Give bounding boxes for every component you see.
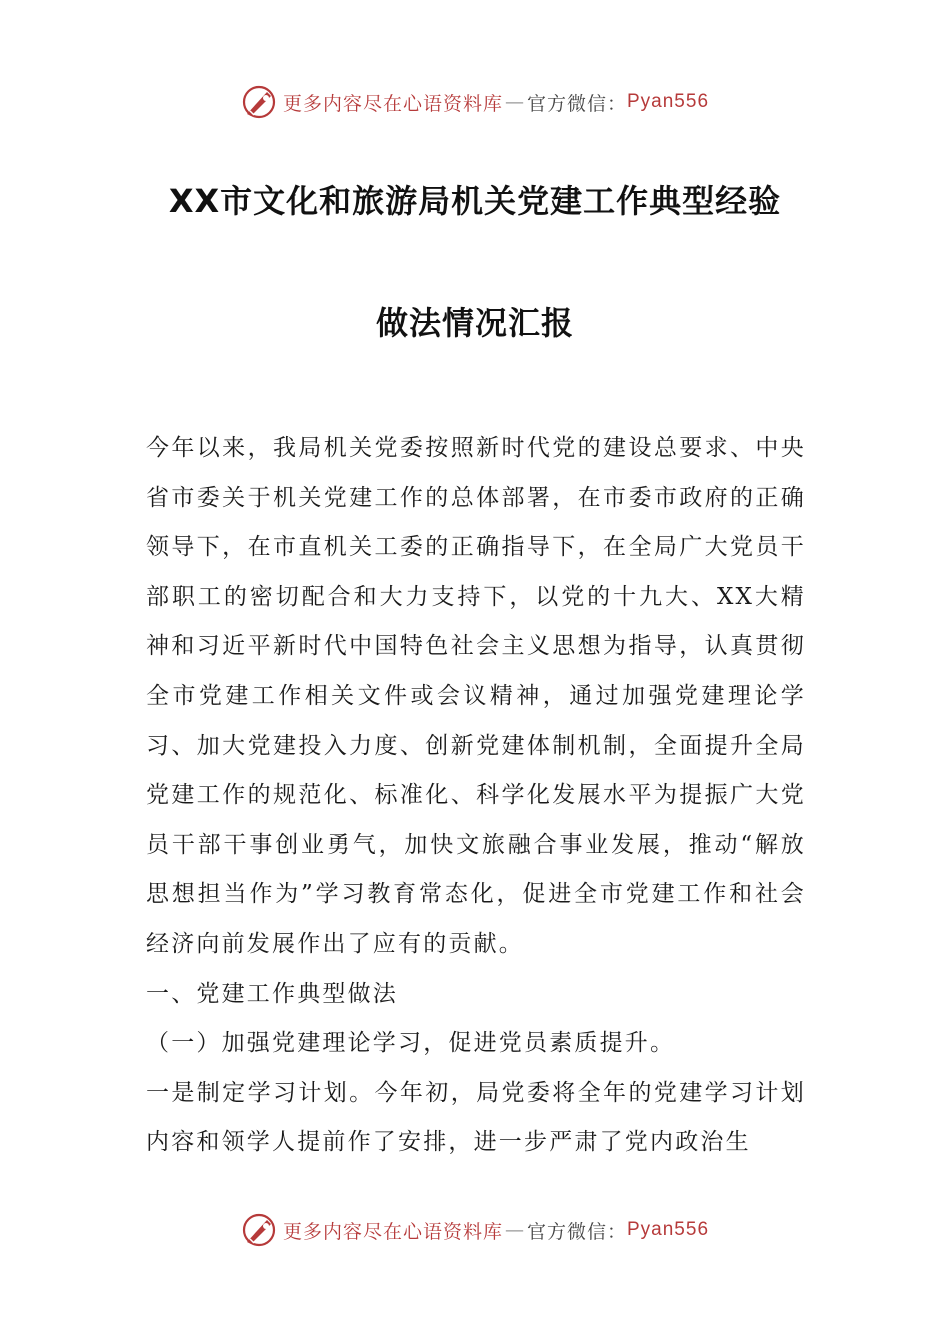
banner-wechat-label: 官方微信： — [526, 1220, 627, 1243]
banner-text: 更多内容尽在心语资料库 — [282, 92, 503, 115]
banner-wechat-id: Pyan556 — [627, 91, 710, 112]
document-body — [146, 424, 806, 1168]
document-title-line1: XX市文化和旅游局机关党建工作典型经验 — [168, 182, 782, 220]
banner-text: 更多内容尽在心语资料库 — [282, 1220, 503, 1243]
section-paragraph: 一是制定学习计划。今年初，局党委将全年的党建学习计划内容和领学人提前作了安排，进一步严肃了党内政治生 — [146, 1079, 806, 1156]
subsection-heading: （一）加强党建理论学习，促进党员素质提升。 — [146, 1030, 676, 1057]
banner-wechat-label: 官方微信： — [526, 92, 627, 115]
banner-separator: — — [504, 91, 525, 113]
quill-pen-logo-icon — [241, 1212, 277, 1248]
banner-separator: — — [504, 1219, 525, 1241]
section-heading: 一、党建工作典型做法 — [146, 980, 398, 1007]
quill-pen-logo-icon — [241, 84, 277, 120]
footer-banner — [0, 1208, 950, 1252]
intro-paragraph: 今年以来，我局机关党委按照新时代党的建设总要求、中央省市委关于机关党建工作的总体部署，在市委市政府的正确领导下，在市直机关工委的正确指导下，在全局广大党员干部职工的密切配合和大力支持下，以党的十九大、XX大精神和习近平新时代中国特色社会主义思想为指导，认真贯彻全市党建工作相关文件或会议精神，通过加强党建理论学习、加大党建投入力度、创新党建体制机制，全面提升全局党建工作的规范化、标准化、科学化发展水平为提振广大党员干部干事创业勇气，加快文旅融合事业发展，推动“解放思想担当作为”学习教育常态化，促进全市党建工作和社会经济向前发展作出了应有的贡献。 — [146, 435, 806, 957]
banner-wechat-id: Pyan556 — [627, 1219, 710, 1240]
document-title-line2: 做法情况汇报 — [375, 304, 574, 342]
header-banner — [0, 80, 950, 124]
